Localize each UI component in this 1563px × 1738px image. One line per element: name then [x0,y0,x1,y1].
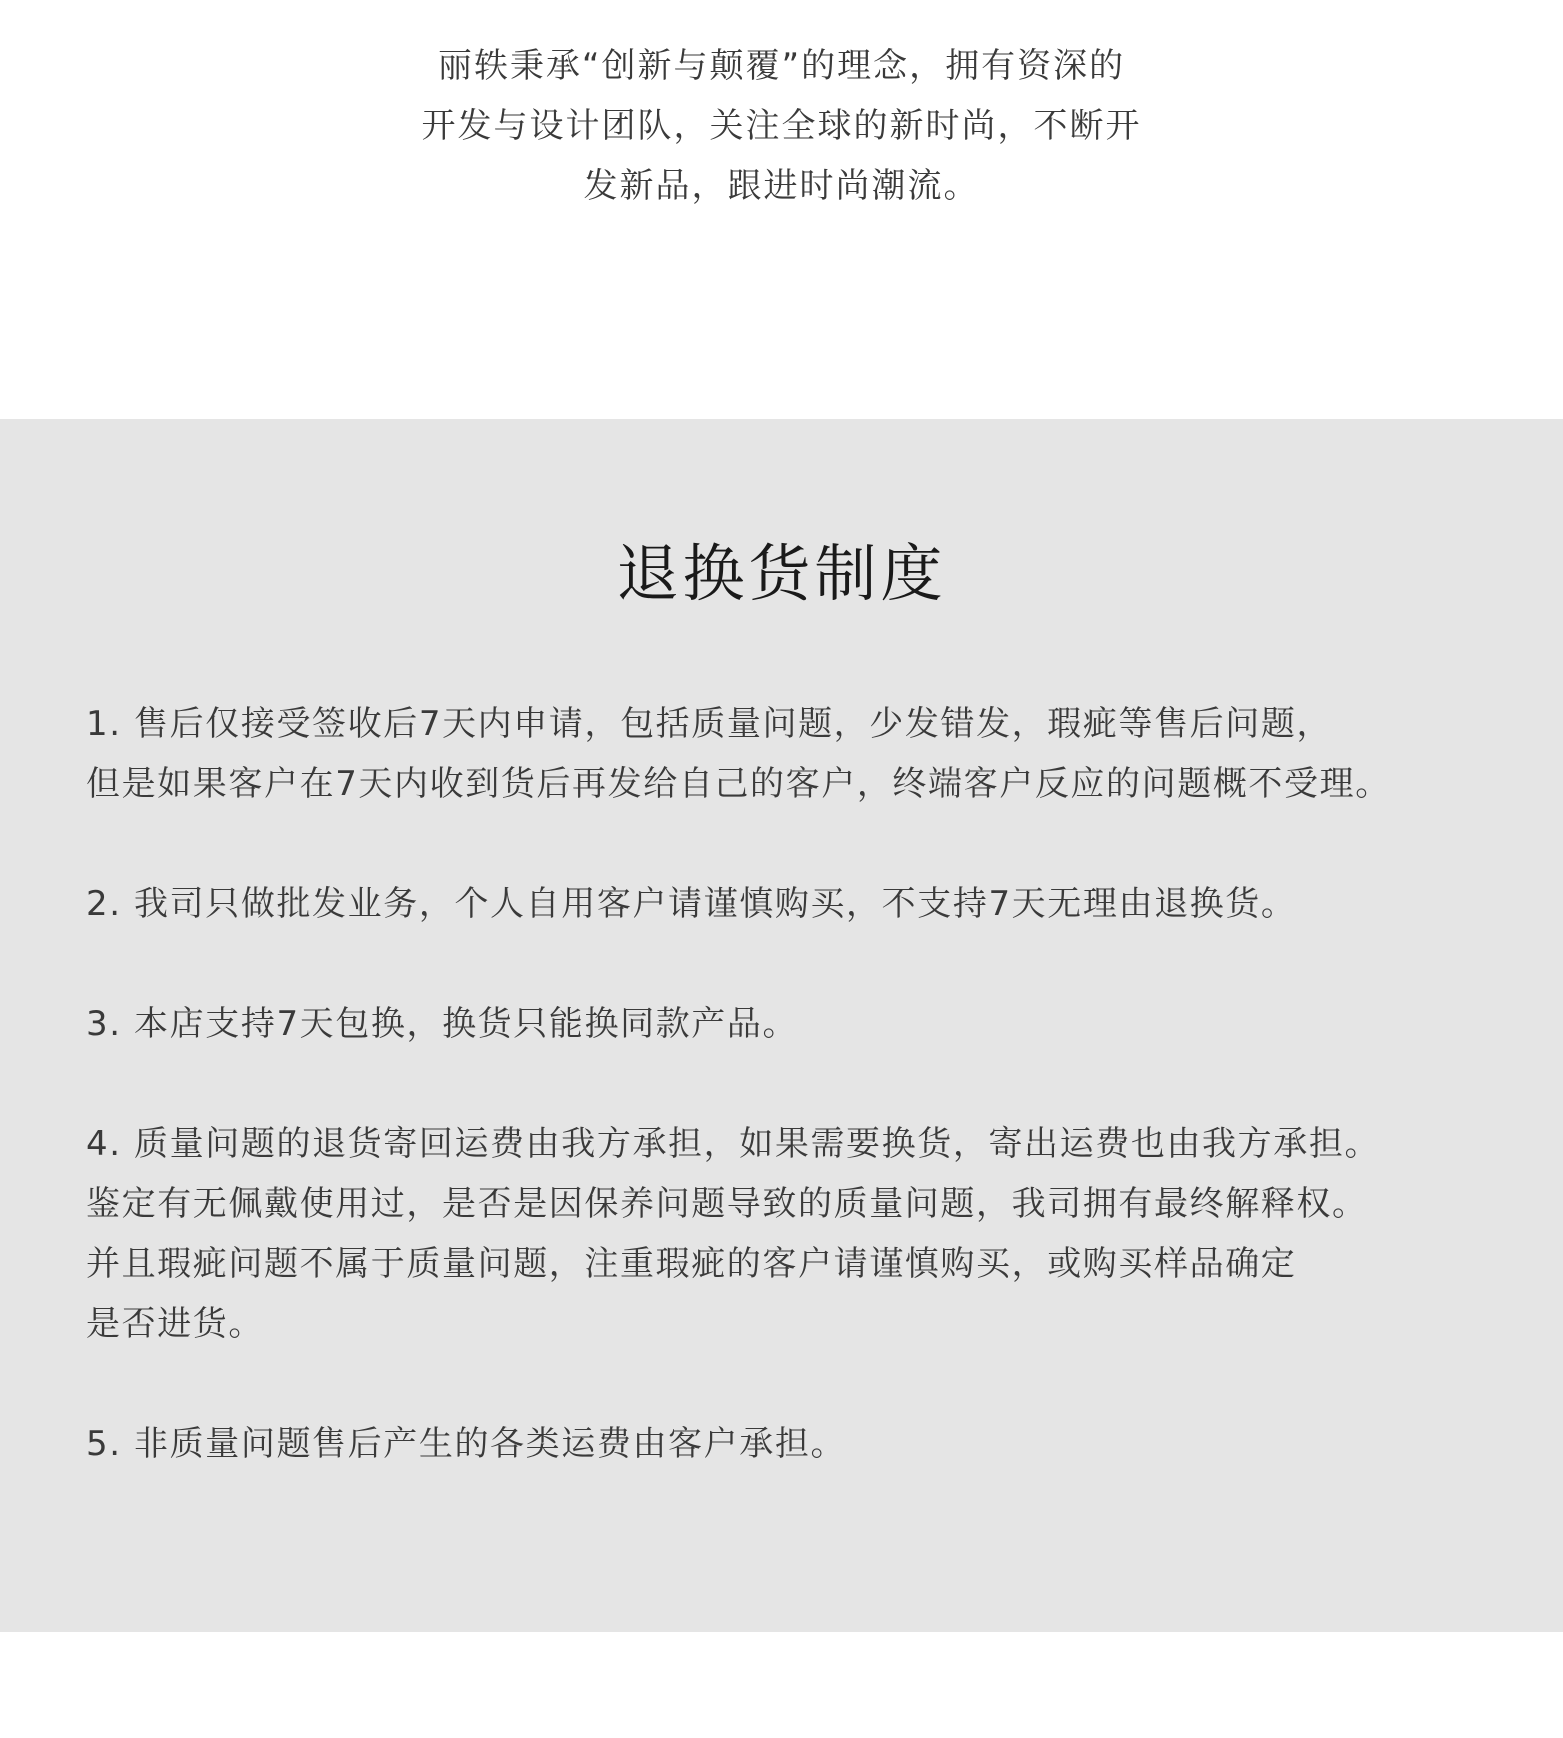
rule-line: 并且瑕疵问题不属于质量问题，注重瑕疵的客户请谨慎购买，或购买样品确定 [86,1244,1297,1284]
rule-line: 1. 售后仅接受签收后7天内申请，包括质量问题，少发错发，瑕疵等售后问题， [86,704,1333,744]
intro-line: 开发与设计团队，关注全球的新时尚，不断开 [421,106,1142,146]
policy-rule-4 [86,1114,1526,1354]
return-policy-panel [0,419,1563,1632]
policy-rules [86,694,1526,1534]
rule-line: 5. 非质量问题售后产生的各类运费由客户承担。 [86,1424,847,1464]
policy-title: 退换货制度 [616,537,947,610]
intro-line: 丽轶秉承“创新与颠覆”的理念，拥有资深的 [437,46,1126,86]
policy-rule-5 [86,1414,1526,1474]
rule-line: 但是如果客户在7天内收到货后再发给自己的客户，终端客户反应的问题概不受理。 [86,764,1391,804]
intro-line: 发新品，跟进时尚潮流。 [583,166,980,206]
policy-rule-3 [86,994,1526,1054]
rule-line: 2. 我司只做批发业务，个人自用客户请谨慎购买，不支持7天无理由退换货。 [86,884,1297,924]
rule-line: 3. 本店支持7天包换，换货只能换同款产品。 [86,1004,799,1044]
intro-text [0,36,1563,216]
rule-line: 是否进货。 [86,1304,264,1344]
policy-rule-2 [86,874,1526,934]
rule-line: 4. 质量问题的退货寄回运费由我方承担，如果需要换货，寄出运费也由我方承担。 [86,1124,1381,1164]
policy-rule-1 [86,694,1526,814]
rule-line: 鉴定有无佩戴使用过，是否是因保养问题导致的质量问题，我司拥有最终解释权。 [86,1184,1368,1224]
